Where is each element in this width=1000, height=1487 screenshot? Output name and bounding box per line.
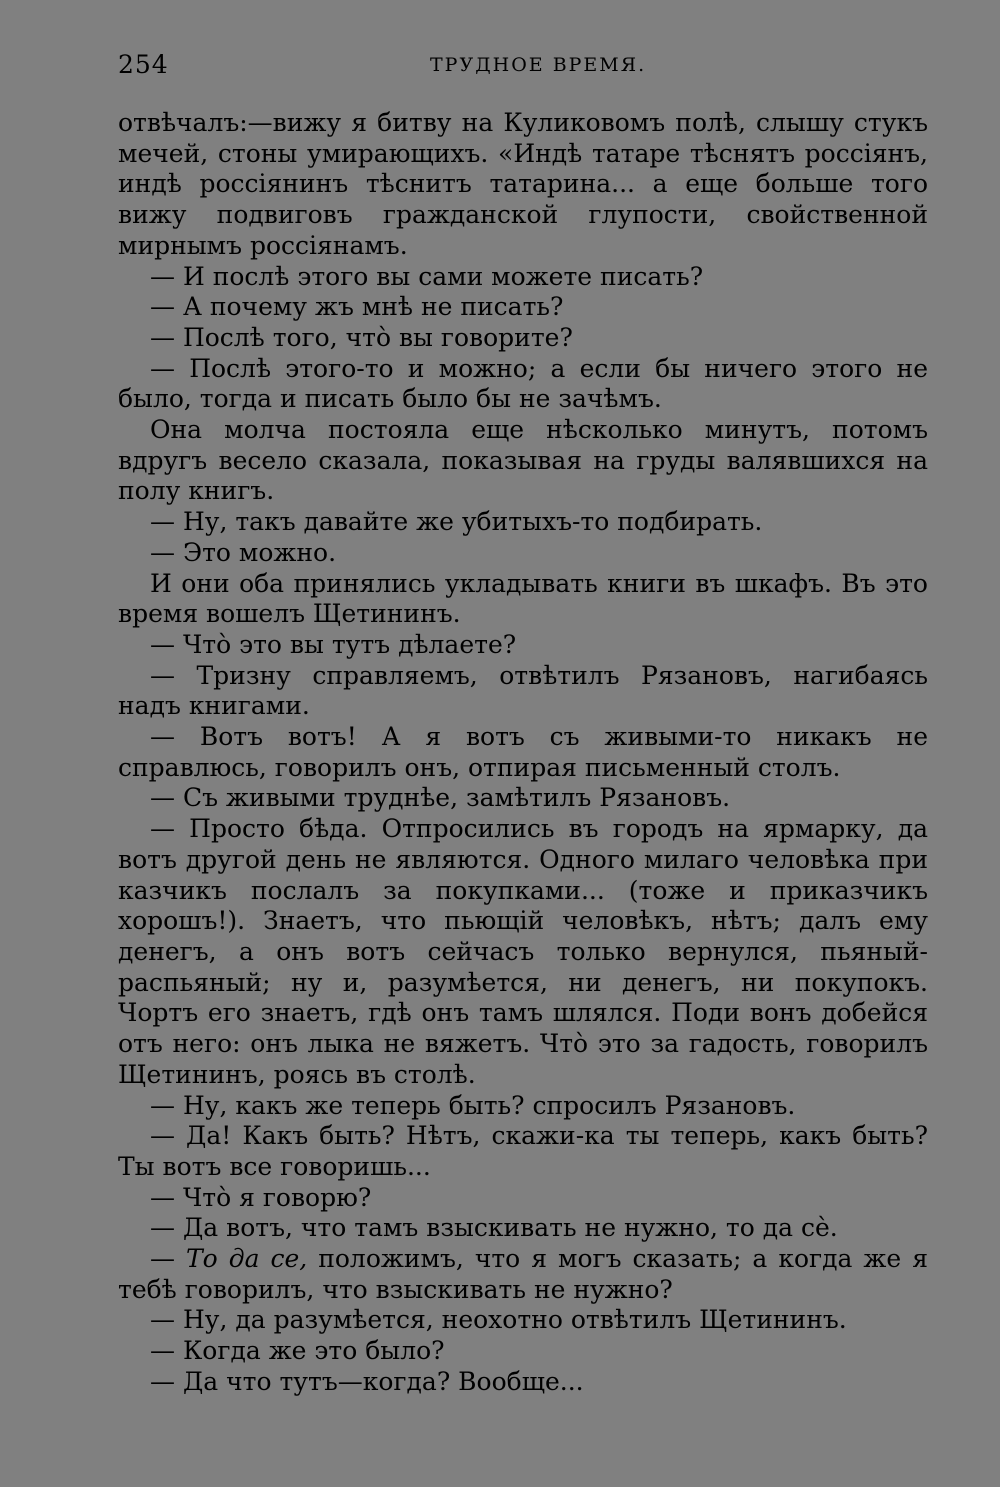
paragraph: — Ну, да разумѣется, неохотно отвѣтилъ Щетининъ. [150,1305,847,1335]
paragraph: — Это можно. [150,537,337,567]
paragraph: И они оба принялись укладывать книги въ шкафъ. Въ это время вошелъ Щетининъ. [118,568,928,629]
paragraph: — Да что тутъ—когда? Вообще... [150,1366,584,1396]
paragraph: Она молча постояла еще нѣсколько минутъ, потомъ вдругъ весело сказала, показывая на груды валявшихся на полу книгъ. [118,415,928,506]
paragraph: — Что̀ это вы тутъ дѣлаете? [150,629,517,659]
paragraph: — А почему жъ мнѣ не писать? [150,292,564,322]
paragraph: — Послѣ этого-то и можно; а если бы ничего этого не было, тогда и писать было бы не зачѣмъ. [118,353,928,414]
paragraph: — Послѣ того, что̀ вы говорите? [150,322,573,352]
paragraph: — Просто бѣда. Отпросились въ городъ на ярмарку, да вотъ другой день не являются. Одного милаго человѣка при казчикъ послалъ за покупками... (тоже и приказчикъ хорошъ!). Знаетъ, что пьющій человѣкъ, нѣтъ; далъ ему денегъ, а онъ вотъ сейчасъ только вернулся, пьяный-распьяный; ну и, разумѣется, ни денегъ, ни покупокъ. Чортъ его знаетъ, гдѣ онъ тамъ шлялся. Поди вонъ добейся отъ него: онъ лыка не вяжетъ. Что̀ это за гадость, говорилъ Щетининъ, роясь въ столѣ. [118,814,928,1089]
paragraph: — Да вотъ, что тамъ взыскивать не нужно, то да сѐ. [150,1213,838,1243]
paragraph-with-italic [118,1244,928,1305]
page-number: 254 [118,50,169,79]
paragraph: — Когда же это было? [150,1336,445,1366]
page-header [118,50,928,86]
paragraph: отвѣчалъ:—вижу я битву на Куликовомъ полѣ, слышу стукъ мечей, стоны умирающихъ. «Индѣ татаре тѣснятъ россіянъ, индѣ россіянинъ тѣснитъ татарина... а еще больше того вижу подвиговъ гражданской глупости, свойственной мирнымъ россіянамъ. [118,108,928,260]
paragraph: — Ну, какъ же теперь быть? спросилъ Рязановъ. [150,1090,796,1120]
paragraph: — И послѣ этого вы сами можете писать? [150,261,704,291]
paragraph: — Съ живыми труднѣе, замѣтилъ Рязановъ. [150,783,731,813]
running-title: ТРУДНОЕ ВРЕМЯ. [430,54,647,76]
page-body [118,108,928,1398]
italic-phrase: То да се, [186,1244,308,1274]
paragraph-rest: положимъ, что я могъ сказать; а когда же я тебѣ говорилъ, что взыскивать не нужно? [118,1244,928,1304]
paragraph: — Вотъ вотъ! А я вотъ съ живыми-то никакъ не справлюсь, говорилъ онъ, отпирая письменный столъ. [118,722,928,782]
paragraph: — Ну, такъ давайте же убитыхъ-то подбирать. [150,507,763,537]
paragraph: — Что̀ я говорю? [150,1182,372,1212]
paragraph-prefix: — [150,1244,186,1274]
paragraph: — Тризну справляемъ, отвѣтилъ Рязановъ, нагибаясь надъ книгами. [118,660,928,721]
paragraph: — Да! Какъ быть? Нѣтъ, скажи-ка ты теперь, какъ быть? Ты вотъ все говоришь... [118,1121,928,1181]
